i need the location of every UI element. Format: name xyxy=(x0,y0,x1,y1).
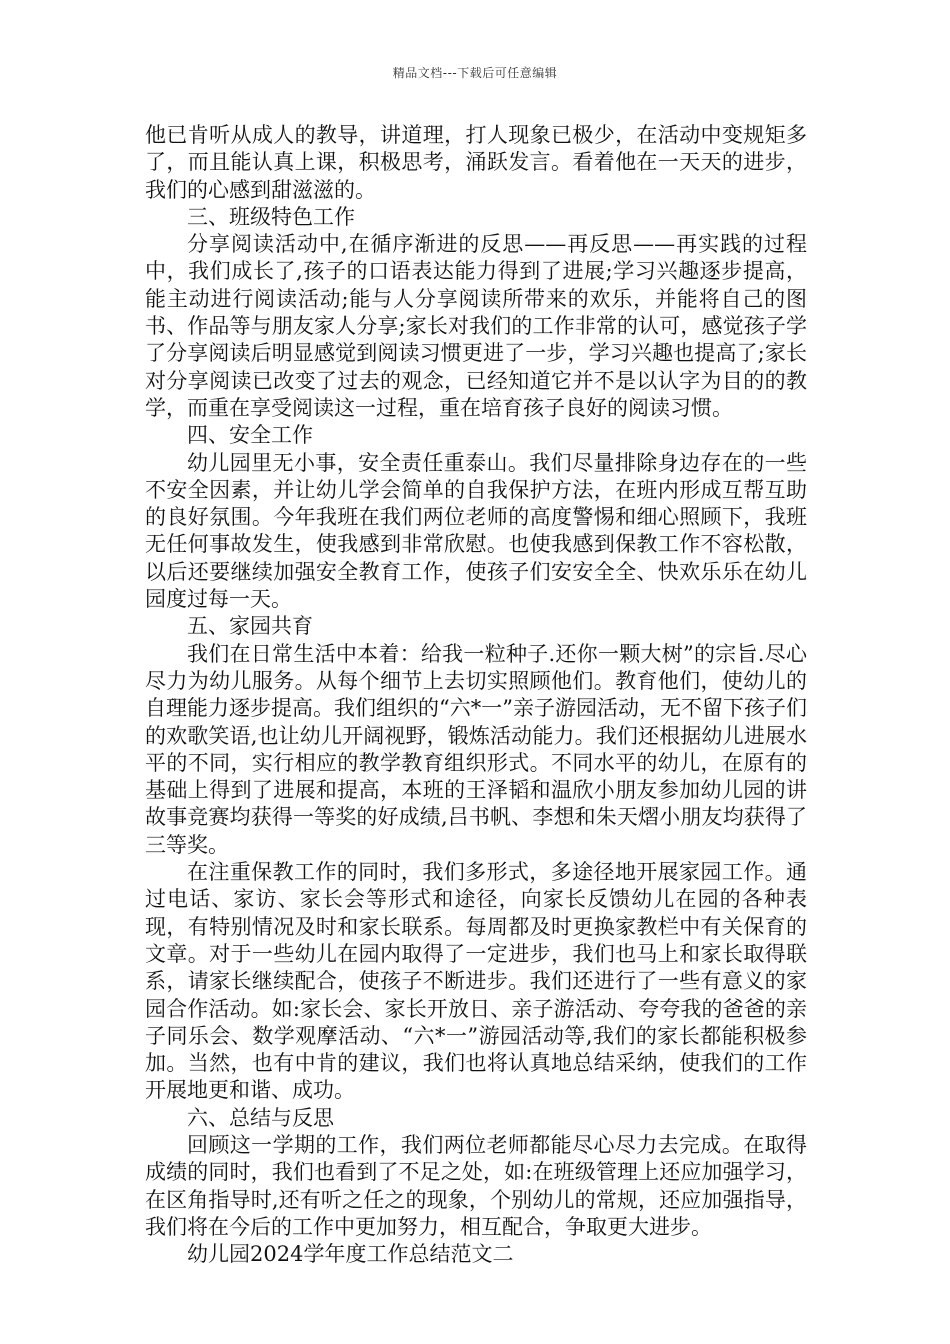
section-heading-6: 六、总结与反思 xyxy=(187,1105,334,1130)
paragraph-4: 我们在日常生活中本着：给我一粒种子.还你一颗大树”的宗旨.尽心尽力为幼儿服务。从每个细节上去切实照顾他们。教育他们，使幼儿的自理能力逐步提高。我们组织的“六*一”亲子游园活动，无不留下孩子们的欢歌笑语,也让幼儿开阔视野，锻炼活动能力。我们还根据幼儿进展水平的不同，实行相应的教学教育组织形式。不同水平的幼儿，在原有的基础上得到了进展和提高，本班的王泽韬和温欣小朋友参加幼儿园的讲故事竞赛均获得一等奖的好成绩,吕书帆、李想和朱天熠小朋友均获得了三等奖。 xyxy=(145,641,807,857)
paragraph-1: 他已肯听从成人的教导，讲道理，打人现象已极少，在活动中变规矩多了，而且能认真上课，积极思考，涌跃发言。看着他在一天天的进步，我们的心感到甜滋滋的。 xyxy=(145,123,807,202)
paragraph-6: 回顾这一学期的工作，我们两位老师都能尽心尽力去完成。在取得成绩的同时，我们也看到了不足之处，如:在班级管理上还应加强学习，在区角指导时,还有听之任之的现象，个别幼儿的常规，还应加强指导，我们将在今后的工作中更加努力，相互配合，争取更大进步。 xyxy=(145,1132,807,1239)
page-header: 精品文档---下载后可任意编辑 xyxy=(392,66,558,80)
paragraph-3: 幼儿园里无小事，安全责任重泰山。我们尽量排除身边存在的一些不安全因素，并让幼儿学会简单的自我保护方法，在班内形成互帮互助的良好氛围。今年我班在我们两位老师的高度警惕和细心照顾下，我班无任何事故发生，使我感到非常欣慰。也使我感到保教工作不容松散，以后还要继续加强安全教育工作，使孩子们安安全全、快欢乐乐在幼儿园度过每一天。 xyxy=(145,450,807,612)
paragraph-2: 分享阅读活动中,在循序渐进的反思——再反思——再实践的过程中，我们成长了,孩子的口语表达能力得到了进展;学习兴趣逐步提高，能主动进行阅读活动;能与人分享阅读所带来的欢乐，并能将自己的图书、作品等与朋友家人分享;家长对我们的工作非常的认可，感觉孩子学了分享阅读后明显感觉到阅读习惯更进了一步，学习兴趣也提高了;家长对分享阅读已改变了过去的观念，已经知道它并不是以认字为目的的教学，而重在享受阅读这一过程，重在培育孩子良好的阅读习惯。 xyxy=(145,232,807,420)
section-heading-4: 四、安全工作 xyxy=(187,423,313,448)
section-heading-3: 三、班级特色工作 xyxy=(187,204,355,229)
section-heading-5: 五、家园共育 xyxy=(187,614,313,639)
paragraph-5: 在注重保教工作的同时，我们多形式，多途径地开展家园工作。通过电话、家访、家长会等形式和途径，向家长反馈幼儿在园的各种表现，有特别情况及时和家长联系。每周都及时更换家教栏中有关保育的文章。对于一些幼儿在园内取得了一定进步，我们也马上和家长取得联系，请家长继续配合，使孩子不断进步。我们还进行了一些有意义的家园合作活动。如:家长会、家长开放日、亲子游活动、夸夸我的爸爸的亲子同乐会、数学观摩活动、“六*一”游园活动等,我们的家长都能积极参加。当然，也有中肯的建议，我们也将认真地总结采纳，使我们的工作开展地更和谐、成功。 xyxy=(145,860,807,1103)
document-title-next: 幼儿园2024学年度工作总结范文二 xyxy=(187,1242,514,1267)
document-body xyxy=(145,122,807,1268)
